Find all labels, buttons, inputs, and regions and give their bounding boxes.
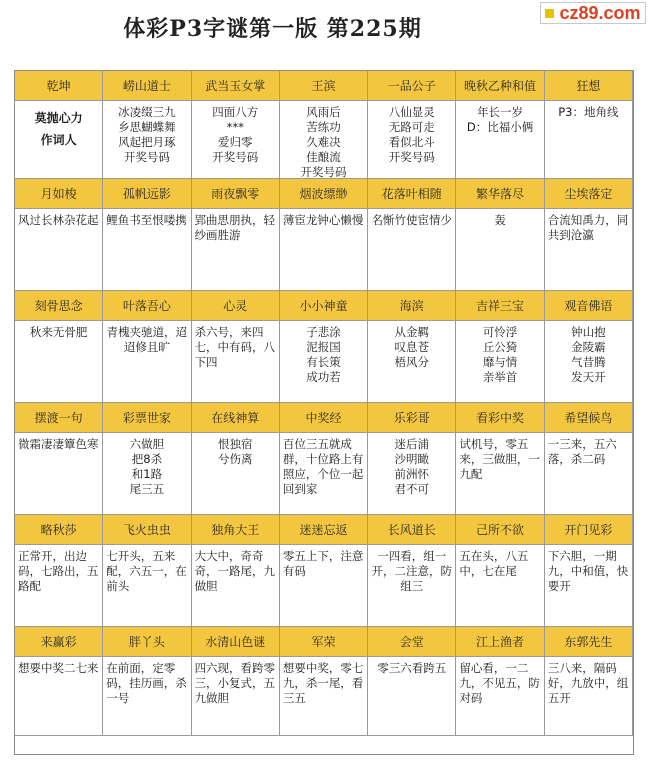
riddle-text: 风雨后 苦练功 久难决 佳酿流 开奖号码 — [280, 101, 368, 179]
riddle-text: 下六胆，一期九，中和值，快要开 — [545, 545, 633, 627]
column-header: 彩票世家 — [103, 403, 191, 433]
riddle-text: 可怜浮 丘公猗 靡与情 亲举首 — [456, 321, 544, 403]
riddle-text: 薄宦龙钟心懒慢 — [280, 209, 368, 291]
column-header: 心灵 — [192, 291, 280, 321]
column-header: 略秋莎 — [15, 515, 103, 545]
site-watermark — [540, 2, 646, 24]
riddle-text: 微霜凄凄簟色寒 — [15, 433, 103, 515]
riddle-text: 从金羁 叹息苍 梧风分 — [368, 321, 456, 403]
riddle-text: 郢曲思朋执，轻纱画胜游 — [192, 209, 280, 291]
riddle-text: 名惭竹使宦情少 — [368, 209, 456, 291]
riddle-text: 一四看，组一开，二注意，防组三 — [368, 545, 456, 627]
column-header: 花落叶相随 — [368, 179, 456, 209]
riddle-text: 在前面，定零码，挂历画，杀一号 — [103, 657, 191, 736]
riddle-text: 想要中奖，零七九，杀一尾，看三五 — [280, 657, 368, 736]
riddle-text: 八仙显灵 无路可走 看似北斗 开奖号码 — [368, 101, 456, 179]
riddle-text: 大大中，奇奇奇，一路尾，九做胆 — [192, 545, 280, 627]
riddle-text: 青槐夹驰道，迢迢修且旷 — [103, 321, 191, 403]
column-header: 来赢彩 — [15, 627, 103, 657]
column-header: 海滨 — [368, 291, 456, 321]
column-header: 武当玉女掌 — [192, 71, 280, 101]
column-header: 飞火虫虫 — [103, 515, 191, 545]
column-header: 刻骨思念 — [15, 291, 103, 321]
column-header: 繁华落尽 — [456, 179, 544, 209]
riddle-text: 七开头，五来配，六五一，在前头 — [103, 545, 191, 627]
riddle-text: 试机号，零五来，三做胆，一九配 — [456, 433, 544, 515]
column-header: 水清山色谜 — [192, 627, 280, 657]
column-header: 狂想 — [545, 71, 633, 101]
riddle-text: 想要中奖二七来 — [15, 657, 103, 736]
column-header: 在线神算 — [192, 403, 280, 433]
riddle-text: 钟山抱 金陵霸 气昔腾 发天开 — [545, 321, 633, 403]
column-header: 孤帆远影 — [103, 179, 191, 209]
column-header: 希望候鸟 — [545, 403, 633, 433]
logo-square-icon — [545, 9, 554, 18]
riddle-text: 百位三五就成群，十位路上有照应，个位一起回到家 — [280, 433, 368, 515]
riddle-text: 一三来，五六落，杀二码 — [545, 433, 633, 515]
column-header: 长风道长 — [368, 515, 456, 545]
column-header: 雨夜飘零 — [192, 179, 280, 209]
column-header: 吉祥三宝 — [456, 291, 544, 321]
riddle-text: 正常开，出边码，七路出，五路配 — [15, 545, 103, 627]
column-header: 小小神童 — [280, 291, 368, 321]
riddle-table — [14, 70, 634, 755]
riddle-text: 恨独宿 兮伤离 — [192, 433, 280, 515]
column-header: 胖丫头 — [103, 627, 191, 657]
riddle-text: 秋来无骨肥 — [15, 321, 103, 403]
riddle-text: 冰凌缀三九 乡思蝴蝶舞 风起把月琢 开奖号码 — [103, 101, 191, 179]
riddle-text: 年长一岁 D：比福小俩 — [456, 101, 544, 179]
riddle-text: 零三六看跨五 — [368, 657, 456, 736]
column-header: 叶落吾心 — [103, 291, 191, 321]
column-header: 王滨 — [280, 71, 368, 101]
column-header: 一品公子 — [368, 71, 456, 101]
riddle-text: P3：地角线 — [545, 101, 633, 179]
column-header: 看彩中奖 — [456, 403, 544, 433]
column-header: 东郭先生 — [545, 627, 633, 657]
riddle-text: 风过长林杂花起 — [15, 209, 103, 291]
watermark-text: cz89.com — [559, 2, 641, 23]
riddle-text: 四六现，看跨零三，小复式，五九做胆 — [192, 657, 280, 736]
column-header: 己所不欲 — [456, 515, 544, 545]
column-header: 烟波缥缈 — [280, 179, 368, 209]
column-header: 乾坤 — [15, 71, 103, 101]
riddle-text: 四面八方 *** 爱归零 开奖号码 — [192, 101, 280, 179]
column-header: 观音佛语 — [545, 291, 633, 321]
column-header: 摆渡一句 — [15, 403, 103, 433]
column-header: 会堂 — [368, 627, 456, 657]
column-header: 乐彩哥 — [368, 403, 456, 433]
column-header: 月如梭 — [15, 179, 103, 209]
riddle-text: 合流知禹力，同共到沧瀛 — [545, 209, 633, 291]
riddle-text: 五在头，八五中，七在尾 — [456, 545, 544, 627]
riddle-text: 三八来，隔码好，九放中，组五开 — [545, 657, 633, 736]
riddle-text: 杀六号，来四七，中有码，八下四 — [192, 321, 280, 403]
page-title: 体彩P3字谜第一版 第225期 — [123, 16, 422, 42]
column-header: 独角大王 — [192, 515, 280, 545]
riddle-text: 莫抛心力 作词人 — [15, 101, 103, 179]
riddle-text: 留心看，一二九，不见五，防对码 — [456, 657, 544, 736]
column-header: 江上渔者 — [456, 627, 544, 657]
riddle-text: 鲤鱼书至恨喽携 — [103, 209, 191, 291]
column-header: 中奖经 — [280, 403, 368, 433]
riddle-text: 轰 — [456, 209, 544, 291]
column-header: 崂山道士 — [103, 71, 191, 101]
column-header: 尘埃落定 — [545, 179, 633, 209]
column-header: 军荣 — [280, 627, 368, 657]
column-header: 开门见彩 — [545, 515, 633, 545]
riddle-text: 子悲涂 泥报国 有长策 成功若 — [280, 321, 368, 403]
riddle-text: 零五上下，注意有码 — [280, 545, 368, 627]
column-header: 晚秋乙种和值 — [456, 71, 544, 101]
column-header: 迷迷忘返 — [280, 515, 368, 545]
riddle-text: 六做胆 把8杀 和1路 尾三五 — [103, 433, 191, 515]
riddle-text: 迷后浦 沙明瞰 前洲怀 君不可 — [368, 433, 456, 515]
